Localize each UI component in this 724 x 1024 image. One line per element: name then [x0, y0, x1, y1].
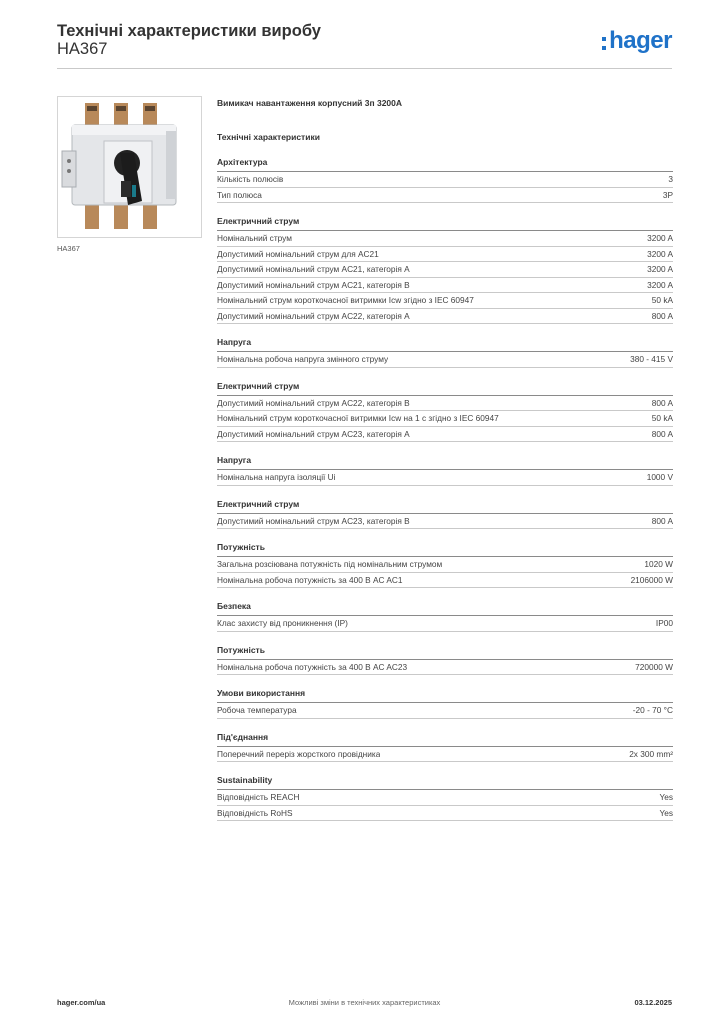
section-title: Безпека — [217, 600, 673, 616]
spec-row — [217, 188, 673, 204]
spec-label: Поперечний переріз жорсткого провідника — [217, 748, 381, 759]
section-title: Архітектура — [217, 156, 673, 172]
spec-value: 2x 300 mm² — [629, 748, 673, 759]
spec-label: Допустимий номінальний струм AC22, категорія A — [217, 310, 410, 321]
spec-section — [217, 454, 673, 486]
footer-website[interactable]: hager.com/ua — [57, 998, 106, 1007]
spec-row — [217, 573, 673, 589]
spec-label: Відповідність RoHS — [217, 807, 293, 818]
spec-label: Допустимий номінальний струм AC23, категорія B — [217, 515, 410, 526]
spec-value: 3 — [668, 174, 673, 184]
logo-dots-icon — [602, 37, 606, 50]
spec-row — [217, 396, 673, 412]
spec-row — [217, 278, 673, 294]
spec-row — [217, 262, 673, 278]
spec-label: Тип полюса — [217, 189, 262, 200]
section-title: Напруга — [217, 454, 673, 470]
spec-value: 800 A — [651, 310, 673, 321]
spec-row — [217, 616, 673, 632]
section-title: Потужність — [217, 644, 673, 660]
spec-row — [217, 514, 673, 530]
spec-section — [217, 600, 673, 632]
spec-value: 3200 A — [647, 233, 673, 243]
spec-content — [217, 96, 673, 821]
spec-row — [217, 660, 673, 676]
spec-row — [217, 172, 673, 188]
spec-sections — [217, 156, 673, 821]
footer-disclaimer: Можливі зміни в технічних характеристиках — [288, 998, 441, 1007]
spec-value: 800 A — [651, 397, 673, 408]
spec-value: 720000 W — [635, 661, 673, 672]
spec-section — [217, 336, 673, 368]
spec-value: IP00 — [655, 618, 673, 628]
spec-label: Відповідність REACH — [217, 792, 300, 802]
spec-row — [217, 806, 673, 822]
logo-text: hager — [609, 27, 672, 54]
spec-section — [217, 156, 673, 203]
spec-value: 1020 W — [644, 559, 673, 569]
spec-row — [217, 309, 673, 325]
spec-section — [217, 731, 673, 763]
spec-value: 50 kA — [651, 295, 673, 305]
spec-section — [217, 215, 673, 324]
spec-value: 3P — [662, 189, 673, 200]
spec-label: Допустимий номінальний струм AC21, категорія B — [217, 279, 410, 290]
spec-row — [217, 470, 673, 486]
spec-section — [217, 687, 673, 719]
spec-row — [217, 557, 673, 573]
page-header — [57, 22, 672, 69]
spec-row — [217, 747, 673, 763]
product-code: HA367 — [57, 40, 108, 58]
spec-value: Yes — [659, 807, 673, 818]
spec-value: 800 A — [651, 428, 673, 439]
spec-label: Номінальний струм короткочасної витримки Icw згідно з IEC 60947 — [217, 295, 474, 305]
spec-label: Номінальна напруга ізоляції Ui — [217, 472, 336, 482]
spec-row — [217, 703, 673, 719]
spec-value: 380 - 415 V — [630, 354, 673, 364]
section-title: Електричний струм — [217, 498, 673, 514]
section-title: Потужність — [217, 541, 673, 557]
spec-section — [217, 774, 673, 821]
spec-label: Допустимий номінальний струм AC21, категорія A — [217, 264, 410, 274]
product-image — [57, 96, 202, 238]
page-title: Технічні характеристики виробу — [57, 22, 321, 40]
spec-label: Допустимий номінальний струм для AC21 — [217, 248, 379, 259]
spec-value: Yes — [659, 792, 673, 802]
spec-value: 3200 A — [647, 248, 673, 259]
spec-row — [217, 293, 673, 309]
spec-label: Номінальна робоча потужність за 400 В AC AC23 — [217, 661, 408, 672]
spec-row — [217, 411, 673, 427]
spec-section — [217, 541, 673, 588]
spec-row — [217, 352, 673, 368]
spec-section — [217, 380, 673, 443]
spec-value: 3200 A — [647, 279, 673, 290]
section-title: Умови використання — [217, 687, 673, 703]
spec-label: Допустимий номінальний струм AC22, категорія B — [217, 397, 410, 408]
spec-label: Робоча температура — [217, 705, 297, 715]
section-title: Напруга — [217, 336, 673, 352]
spec-label: Загальна розсіювана потужність під номінальним струмом — [217, 559, 443, 569]
spec-section — [217, 498, 673, 530]
section-title: Sustainability — [217, 774, 673, 790]
spec-label: Номінальний струм короткочасної витримки Icw на 1 с згідно з IEC 60947 — [217, 413, 499, 423]
spec-row — [217, 427, 673, 443]
spec-label: Кількість полюсів — [217, 174, 284, 184]
footer-date: 03.12.2025 — [634, 998, 672, 1007]
switch-disconnector-illustration — [58, 97, 201, 237]
spec-row — [217, 790, 673, 806]
spec-value: 50 kA — [651, 413, 673, 423]
spec-value: 3200 A — [647, 264, 673, 274]
spec-label: Клас захисту від проникнення (IP) — [217, 618, 348, 628]
spec-value: -20 - 70 °C — [632, 705, 673, 715]
spec-row — [217, 247, 673, 263]
tech-specs-heading: Технічні характеристики — [217, 132, 320, 142]
section-title: Під'єднання — [217, 731, 673, 747]
spec-value: 1000 V — [646, 472, 673, 482]
image-caption: HA367 — [57, 244, 80, 253]
spec-label: Номінальна робоча потужність за 400 В AC AC1 — [217, 574, 403, 585]
spec-label: Допустимий номінальний струм AC23, категорія A — [217, 428, 410, 439]
section-title: Електричний струм — [217, 380, 673, 396]
spec-value: 800 A — [651, 515, 673, 526]
spec-row — [217, 231, 673, 247]
spec-label: Номінальний струм — [217, 233, 292, 243]
spec-label: Номінальна робоча напруга змінного струму — [217, 354, 389, 364]
product-name: Вимикач навантаження корпусний 3п 3200А — [217, 98, 403, 108]
hager-logo — [602, 26, 672, 56]
spec-section — [217, 644, 673, 676]
section-title: Електричний струм — [217, 215, 673, 231]
spec-value: 2106000 W — [630, 574, 673, 585]
